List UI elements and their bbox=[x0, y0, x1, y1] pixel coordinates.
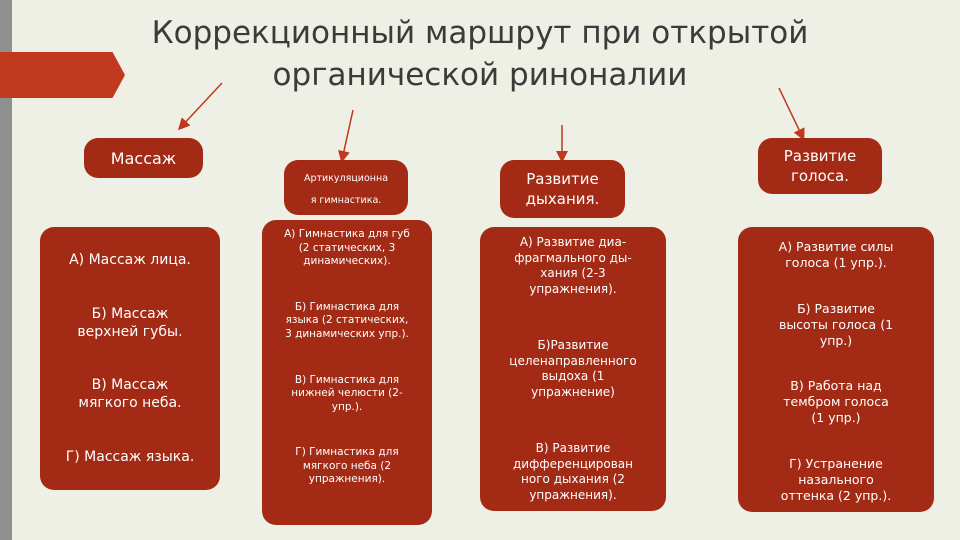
breathing-item-b: Б)Развитие целенаправленного выдоха (1 упражнение) bbox=[509, 338, 637, 399]
articulation-item-a: А) Гимнастика для губ (2 статических, 3 динамических). bbox=[284, 228, 410, 267]
voice-item-c: В) Работа над тембром голоса (1 упр.) bbox=[783, 378, 889, 426]
voice-column bbox=[738, 227, 934, 512]
massage-item-b: Б) Массаж верхней губы. bbox=[77, 305, 183, 340]
breathing-column bbox=[480, 227, 666, 511]
breathing-header bbox=[500, 160, 625, 218]
title-line-2: органической риноналии bbox=[272, 57, 688, 93]
articulation-header bbox=[284, 160, 408, 215]
arrow-to-voice bbox=[779, 88, 803, 138]
voice-item-d: Г) Устранение назального оттенка (2 упр.). bbox=[780, 455, 892, 503]
title-line-1: Коррекционный маршрут при открытой bbox=[151, 15, 809, 51]
breathing-item-a: А) Развитие диа- фрагмального ды- хания (2-3 упражнения). bbox=[514, 235, 632, 296]
articulation-header-line-2: я гимнастика. bbox=[310, 195, 382, 206]
articulation-item-d: Г) Гимнастика для мягкого неба (2 упражнения). bbox=[295, 446, 399, 486]
arrow-to-massage bbox=[180, 83, 222, 128]
massage-item-d: Г) Массаж языка. bbox=[65, 449, 195, 466]
breathing-header-label: Развитие дыхания. bbox=[525, 170, 600, 208]
massage-header-label: Массаж bbox=[110, 148, 177, 168]
massage-item-c: В) Массаж мягкого неба. bbox=[78, 377, 182, 412]
articulation-column bbox=[262, 220, 432, 525]
articulation-item-c: В) Гимнастика для нижней челюсти (2- упр.). bbox=[291, 373, 403, 413]
massage-item-a: А) Массаж лица. bbox=[69, 251, 191, 268]
breathing-item-c: В) Развитие дифференцирован ного дыхания (2 упражнения). bbox=[512, 441, 634, 502]
arrow-to-articulation bbox=[342, 110, 353, 160]
voice-item-b: Б) Развитие высоты голоса (1 упр.) bbox=[778, 300, 894, 348]
articulation-header-line-1: Артикуляционна bbox=[303, 173, 389, 184]
massage-header bbox=[84, 138, 203, 178]
articulation-item-b: Б) Гимнастика для языка (2 статических, 3 динамических упр.). bbox=[285, 300, 409, 340]
voice-header-label: Развитие голоса. bbox=[783, 147, 857, 185]
voice-item-a: А) Развитие силы голоса (1 упр.). bbox=[778, 239, 894, 270]
voice-header bbox=[758, 138, 882, 194]
massage-column bbox=[40, 227, 220, 490]
